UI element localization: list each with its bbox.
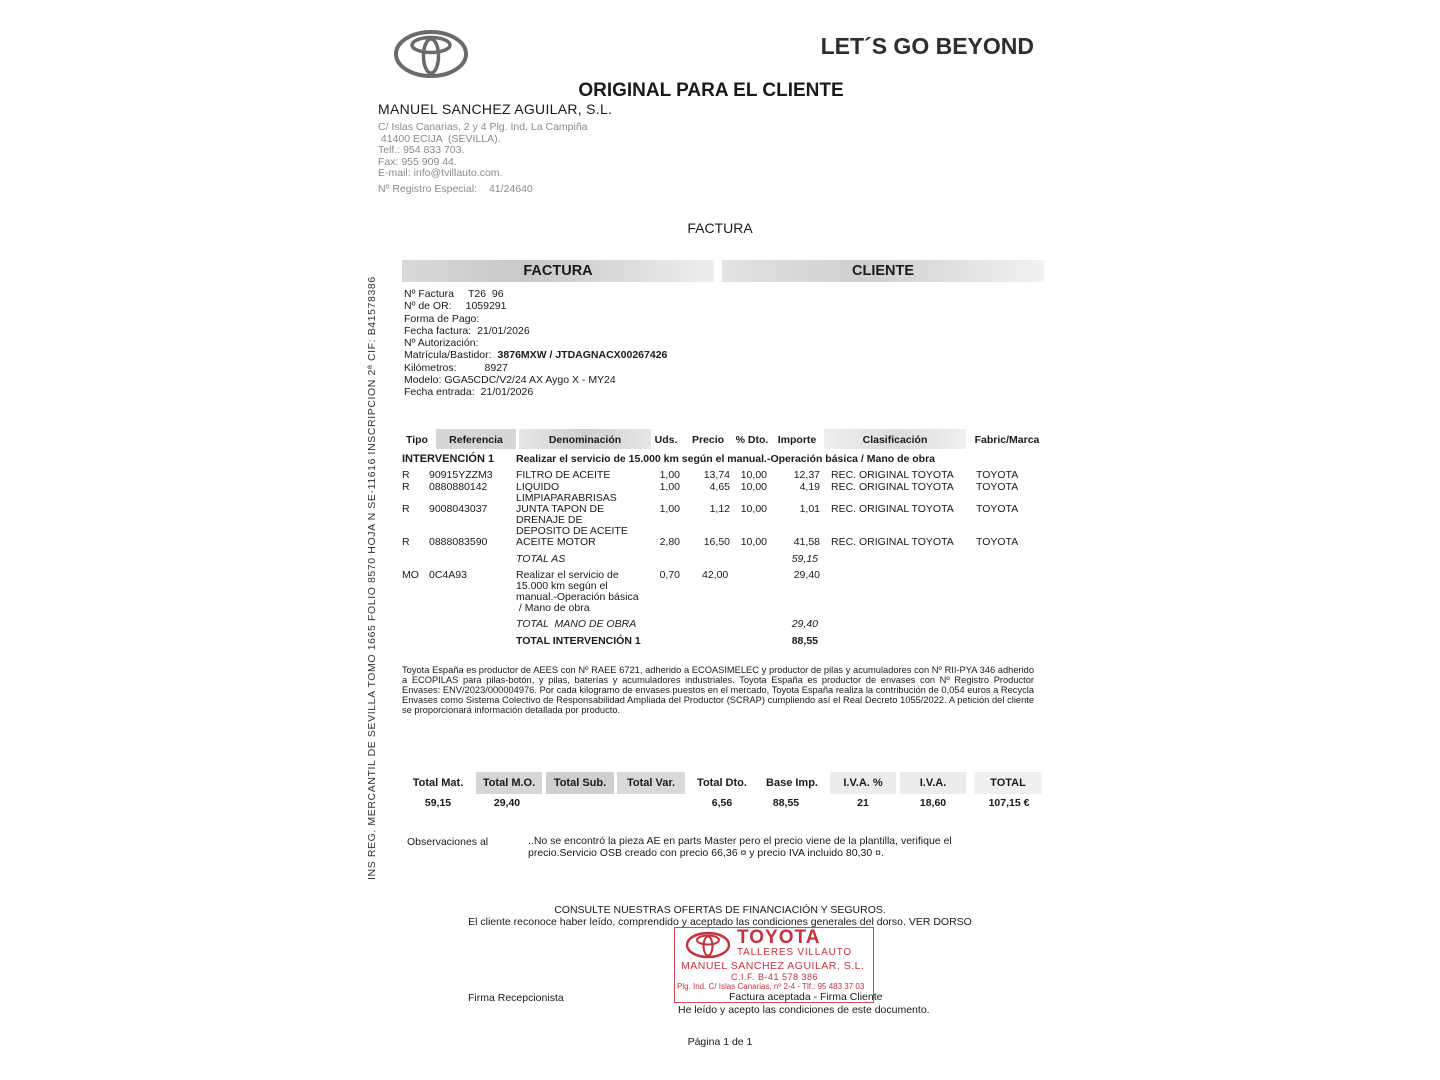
- cell-dto: 10,00: [740, 503, 767, 515]
- cell-clas: REC. ORIGINAL TOYOTA: [831, 469, 954, 481]
- cell-precio: 1,12: [709, 503, 730, 515]
- invoice-date: 21/01/2026: [477, 324, 530, 337]
- stamp-brand: TOYOTA: [737, 927, 821, 948]
- total-as-label: TOTAL AS: [516, 553, 566, 565]
- stamp-address: Plg. Ind. C/ Islas Canarias, nº 2-4 - Tlf.: 95 483 37 03: [677, 982, 865, 991]
- cell-marca: TOYOTA: [976, 469, 1019, 481]
- total-sub-header: Total Sub.: [546, 772, 614, 794]
- header-uds: Uds.: [654, 434, 678, 446]
- header-clasificacion: Clasificación: [824, 429, 966, 449]
- cell-den: JUNTA TAPON DE DRENAJE DE DEPOSITO DE ACEITE: [516, 503, 628, 537]
- company-name: MANUEL SANCHEZ AGUILAR, S.L.: [378, 101, 613, 117]
- total-var-header: Total Var.: [617, 772, 685, 794]
- payment-row: [404, 313, 667, 325]
- model-row: [404, 374, 667, 386]
- invoice-info: [404, 288, 667, 399]
- cell-den: FILTRO DE ACEITE: [516, 469, 611, 481]
- total-as-value: 59,15: [791, 553, 818, 565]
- iva-header: I.V.A.: [900, 772, 966, 794]
- plate-vin: 3876MXW / JTDAGNACX00267426: [497, 349, 668, 362]
- km: 8927: [484, 361, 508, 374]
- cell-tipo: R: [402, 481, 410, 493]
- invoice-date-row: [404, 325, 667, 337]
- cell-importe: 1,01: [799, 503, 820, 515]
- base-imp-value: 88,55: [772, 797, 800, 809]
- observaciones-label: Observaciones al: [407, 836, 489, 848]
- cell-precio: 4,65: [709, 481, 730, 493]
- cell-marca: TOYOTA: [976, 481, 1019, 493]
- authorization-row: [404, 337, 667, 349]
- label: Modelo:: [404, 374, 442, 387]
- company-address: [378, 122, 588, 180]
- total-mo-value: 29,40: [493, 797, 521, 809]
- cell-ref: 90915YZZM3: [429, 469, 493, 481]
- total-value: 107,15 €: [988, 797, 1030, 809]
- address-line: C/ Islas Canarias, 2 y 4 Plg. Ind. La Campiña: [378, 121, 588, 133]
- stamp-workshop: TALLERES VILLAUTO: [737, 947, 852, 958]
- cell-clas: REC. ORIGINAL TOYOTA: [831, 481, 954, 493]
- plate-row: [404, 349, 667, 361]
- label: Forma de Pago:: [404, 312, 480, 325]
- cell-dto: 10,00: [740, 469, 767, 481]
- cell-precio: 16,50: [703, 536, 730, 548]
- total-mat-value: 59,15: [424, 797, 452, 809]
- total-dto-header: Total Dto.: [697, 777, 747, 789]
- cell-clas: REC. ORIGINAL TOYOTA: [831, 503, 954, 515]
- total-mo-label: TOTAL MANO DE OBRA: [516, 618, 637, 630]
- header-tipo: Tipo: [406, 434, 428, 446]
- toyota-logo-icon: [393, 29, 469, 79]
- address-line: Telf.: 954 833 703.: [378, 144, 465, 157]
- cell-precio: 42,00: [702, 569, 729, 581]
- section-cliente: CLIENTE: [722, 260, 1044, 282]
- cell-uds: 2,80: [659, 536, 680, 548]
- cell-uds: 1,00: [659, 503, 680, 515]
- total-mo-value: 29,40: [791, 618, 818, 630]
- offer-terms-line: El cliente reconoce haber leído, comprendido y aceptado las condiciones generales del dorso. VER DORSO: [468, 916, 972, 928]
- address-line: Fax: 955 909 44.: [378, 155, 457, 168]
- total-intervention-value: 88,55: [791, 635, 818, 647]
- km-row: [404, 362, 667, 374]
- cell-marca: TOYOTA: [976, 503, 1019, 515]
- label: Fecha entrada:: [404, 386, 475, 399]
- intervention-label: INTERVENCIÓN 1: [402, 453, 495, 465]
- header-dto: % Dto.: [735, 434, 769, 446]
- or-row: [404, 300, 667, 312]
- toyota-stamp-emblem-icon: [685, 931, 731, 959]
- signature-receptionist: Firma Recepcionista: [468, 992, 564, 1004]
- cell-den: LIQUIDO LIMPIAPARABRISAS: [516, 481, 617, 504]
- registro-label: Nº Registro Especial:: [378, 183, 477, 195]
- registry-side-text: INS REG. MERCANTIL DE SEVILLA TOMO 1665 FOLIO 8570 HOJA N SE-11616 INSCRIPCION 2ª CIF: B41578386: [366, 276, 378, 880]
- cell-den: ACEITE MOTOR: [516, 536, 596, 548]
- invoice-number: T26 96: [467, 288, 504, 300]
- section-factura: FACTURA: [402, 260, 714, 282]
- cell-dto: 10,00: [740, 536, 767, 548]
- address-line: 41400 ECIJA (SEVILLA).: [378, 132, 501, 145]
- offer-line: CONSULTE NUESTRAS OFERTAS DE FINANCIACIÓN Y SEGUROS.: [554, 904, 886, 916]
- cell-tipo: MO: [402, 569, 419, 581]
- label: Matrícula/Bastidor:: [404, 349, 492, 362]
- cell-ref: 0C4A93: [429, 569, 467, 581]
- cell-importe: 41,58: [793, 536, 820, 548]
- label: Nº de OR:: [404, 300, 452, 313]
- address-line: E-mail: info@tvillauto.com.: [378, 167, 503, 180]
- iva-pct-header: I.V.A. %: [830, 772, 896, 794]
- base-imp-header: Base Imp.: [766, 777, 818, 789]
- signature-client: Factura aceptada - Firma Cliente: [729, 991, 883, 1003]
- header-referencia: Referencia: [436, 429, 516, 449]
- registro-value: 41/24640: [488, 183, 533, 195]
- entry-date-row: [404, 386, 667, 398]
- legal-notice: Toyota España es productor de AEES con Nº RAEE 6721, adherido a ECOASIMELEC y productor de pilas y acumuladores con Nº RII-PYA 346 adherido a ECOPILAS para pilas-botón, y pilas, baterías y acumuladores industriales. Toyota España es productor de envases con Nº Registro Productor Envases: ENV/2023/000004976. Por cada kilogramo de envases puestos en el mercado, Toyota España realiza la contribución de 0,054 euros a Recycla Envases como Sistema Colectivo de Responsabilidad Ampliada del Productor (SCRAP) cumpliendo así el Real Decreto 1055/2022. A petición del cliente se proporcionará información detallada por producto.: [402, 665, 1034, 715]
- cell-dto: 10,00: [740, 481, 767, 493]
- header-precio: Precio: [691, 434, 725, 446]
- lines-table: [402, 430, 1044, 655]
- observaciones-text: ..No se encontró la pieza AE en parts Master pero el precio viene de la plantilla, verifique el precio.Servicio OSB creado con precio 66,36 ¤ y precio IVA incluido 80,30 ¤.: [528, 835, 952, 859]
- cell-importe: 29,40: [793, 569, 820, 581]
- label: Fecha factura:: [404, 324, 472, 337]
- cell-marca: TOYOTA: [976, 536, 1019, 548]
- header-marca: Fabric/Marca: [974, 434, 1040, 446]
- header-denominacion: Denominación: [519, 429, 651, 449]
- registro-especial: [378, 183, 533, 195]
- cell-ref: 0888083590: [429, 536, 488, 548]
- total-intervention-label: TOTAL INTERVENCIÓN 1: [516, 635, 641, 647]
- page-number: Página 1 de 1: [687, 1036, 753, 1048]
- cell-ref: 0880880142: [429, 481, 488, 493]
- cell-precio: 13,74: [703, 469, 730, 481]
- cell-tipo: R: [402, 536, 410, 548]
- total-header: TOTAL: [974, 772, 1042, 794]
- cell-uds: 1,00: [659, 469, 680, 481]
- total-mo-header: Total M.O.: [476, 772, 542, 794]
- iva-value: 18,60: [919, 797, 947, 809]
- model: GGA5CDC/V2/24 AX Aygo X - MY24: [444, 374, 616, 387]
- or-number: 1059291: [465, 300, 507, 313]
- cell-den: Realizar el servicio de 15.000 km según el manual.-Operación básica / Mano de obra: [516, 569, 639, 614]
- cell-ref: 9008043037: [429, 503, 488, 515]
- iva-pct-value: 21: [857, 797, 869, 809]
- label: Kilómetros:: [404, 361, 457, 374]
- cell-uds: 0,70: [659, 569, 680, 581]
- entry-date: 21/01/2026: [480, 386, 534, 399]
- client-acceptance: He leído y acepto las condiciones de este documento.: [678, 1004, 930, 1016]
- cell-clas: REC. ORIGINAL TOYOTA: [831, 536, 954, 548]
- stamp-company: MANUEL SANCHEZ AGUILAR, S.L.: [681, 960, 865, 972]
- document-type: FACTURA: [687, 220, 753, 236]
- label: Nº Autorización:: [404, 337, 479, 350]
- stamp-cif: C.I.F. B-41 578 386: [731, 972, 819, 982]
- copy-title: ORIGINAL PARA EL CLIENTE: [578, 80, 844, 101]
- cell-tipo: R: [402, 503, 410, 515]
- cell-uds: 1,00: [659, 481, 680, 493]
- footer-offer: [440, 904, 1000, 928]
- total-dto-value: 6,56: [711, 797, 733, 809]
- cell-tipo: R: [402, 469, 410, 481]
- total-mat-header: Total Mat.: [412, 777, 464, 789]
- header-importe: Importe: [777, 434, 817, 446]
- slogan: LET´S GO BEYOND: [820, 33, 1034, 59]
- cell-importe: 12,37: [793, 469, 820, 481]
- intervention-description: Realizar el servicio de 15.000 km según el manual.-Operación básica / Mano de obra: [516, 453, 936, 465]
- label: Nº Factura: [404, 288, 454, 300]
- invoice-number-row: [404, 288, 667, 300]
- cell-importe: 4,19: [799, 481, 820, 493]
